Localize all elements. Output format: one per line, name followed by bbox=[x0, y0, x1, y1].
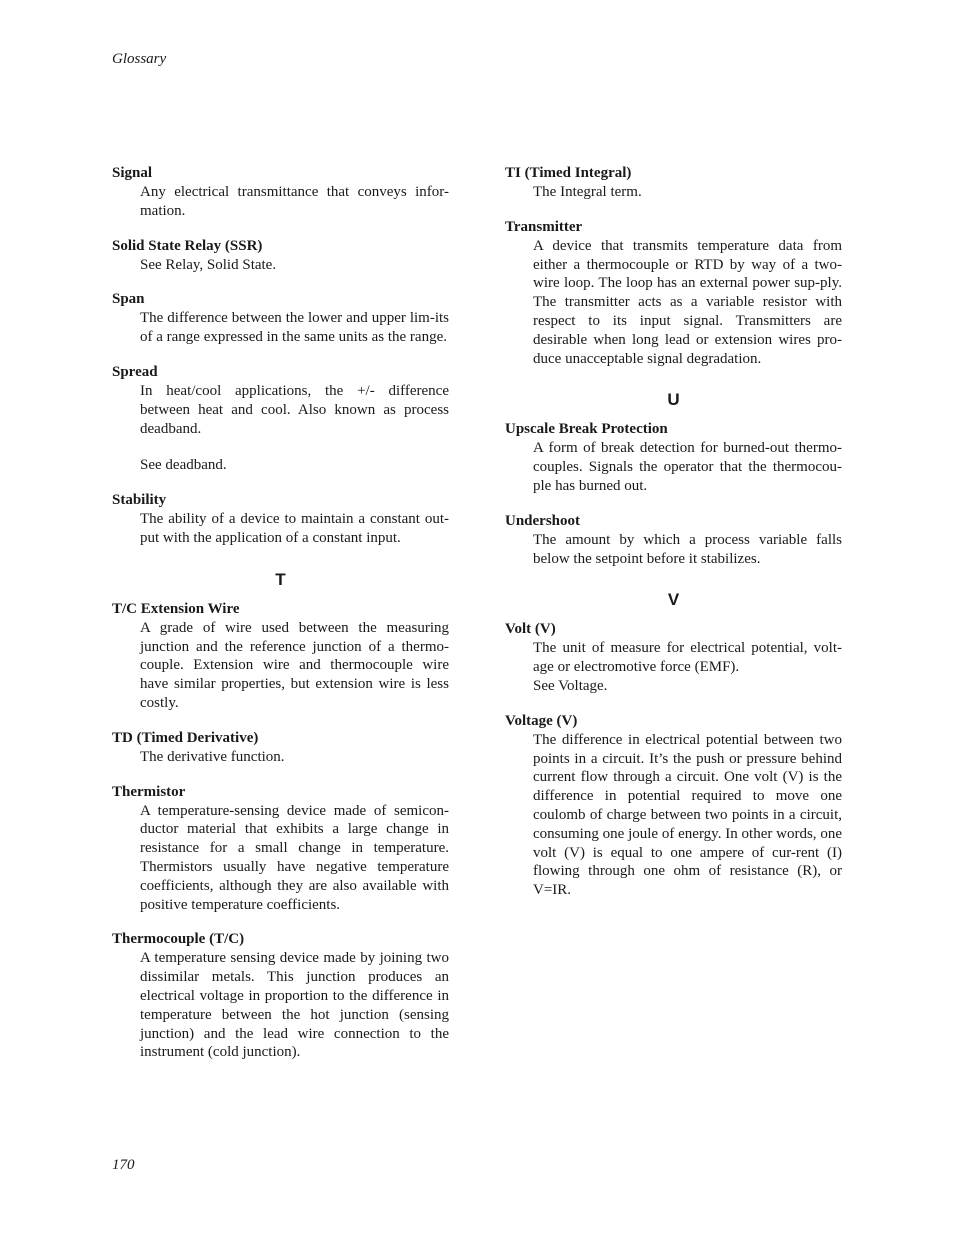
entry-term: Undershoot bbox=[505, 512, 581, 529]
entry-definition bbox=[140, 382, 449, 475]
entry-definition bbox=[533, 439, 842, 495]
definition-text: In heat/cool applications, the +/- difference between heat and cool. Also known as process deadband. bbox=[140, 382, 449, 437]
definition-text: Any electrical transmittance that conveys infor-mation. bbox=[140, 184, 449, 219]
entry-definition bbox=[140, 949, 449, 1062]
entry-term: Solid State Relay (SSR) bbox=[112, 237, 263, 254]
entry-term: TI (Timed Integral) bbox=[505, 165, 632, 181]
section-letter-u: U bbox=[667, 390, 680, 410]
glossary-entry-transmitter bbox=[505, 218, 842, 369]
entry-term: Transmitter bbox=[505, 218, 583, 235]
entry-definition bbox=[140, 619, 449, 713]
glossary-entry-stability bbox=[112, 491, 449, 548]
entry-definition bbox=[533, 531, 842, 569]
glossary-entry-upscale-break-protection bbox=[505, 420, 842, 495]
glossary-entry-span bbox=[112, 290, 449, 347]
entry-definition bbox=[140, 183, 449, 221]
definition-cross-reference: See deadband. bbox=[140, 457, 227, 474]
entry-term: Volt (V) bbox=[505, 621, 556, 638]
entry-term: Thermistor bbox=[112, 783, 186, 800]
entry-definition bbox=[140, 256, 449, 275]
definition-text: The Integral term. bbox=[533, 184, 642, 200]
glossary-entry-tc-extension-wire bbox=[112, 600, 449, 713]
entry-definition bbox=[140, 748, 449, 767]
definition-text: The unit of measure for electrical potential, volt-age or electromotive force (EMF). bbox=[533, 640, 842, 676]
definition-text: The difference in electrical potential between two points in a circuit. It’s the push or pressure behind current flow through a circuit. One volt (V) is the difference in potential required to move one coulomb of charge between two points in a circuit, consuming one joule of energy. In other words, one volt (V) is equal to one ampere of cur-rent (I) flowing through one ohm of resistance (R), or V=IR. bbox=[533, 731, 842, 899]
entry-term: Span bbox=[112, 291, 145, 308]
glossary-entry-voltage bbox=[505, 712, 842, 900]
definition-text: See Relay, Solid State. bbox=[140, 256, 277, 273]
definition-text: The derivative function. bbox=[140, 748, 285, 765]
glossary-entry-ssr bbox=[112, 237, 449, 275]
glossary-entry-undershoot bbox=[505, 512, 842, 569]
left-column bbox=[112, 164, 449, 1078]
glossary-entry-spread bbox=[112, 363, 449, 475]
entry-term: Upscale Break Protection bbox=[505, 421, 668, 438]
entry-definition bbox=[140, 309, 449, 347]
entry-term: Voltage (V) bbox=[505, 712, 578, 729]
glossary-entry-td bbox=[112, 729, 449, 767]
glossary-entry-volt bbox=[505, 620, 842, 695]
section-letter-t: T bbox=[275, 569, 286, 589]
definition-cross-reference: See Voltage. bbox=[533, 677, 608, 694]
entry-term: Signal bbox=[112, 165, 153, 181]
glossary-entry-thermistor bbox=[112, 783, 449, 915]
definition-text: A grade of wire used between the measuring junction and the reference junction of a thermo-couple. Extension wire and thermocouple wire have similar properties, but extension wire is less costly. bbox=[140, 619, 449, 711]
definition-text: The amount by which a process variable falls below the setpoint before it stabilizes. bbox=[533, 531, 842, 567]
page-number: 170 bbox=[112, 1157, 135, 1173]
entry-definition bbox=[533, 731, 842, 900]
entry-definition bbox=[533, 237, 842, 369]
glossary-entry-ti bbox=[505, 164, 842, 202]
entry-definition bbox=[140, 802, 449, 915]
definition-text: A form of break detection for burned-out thermo-couples. Signals the operator that the thermocou-ple has burned out. bbox=[533, 440, 842, 494]
definition-text: A temperature sensing device made by joining two dissimilar metals. This junction produces an electrical voltage in proportion to the difference in temperature between the hot junction (sensing junction) and the lead wire connection to the instrument (cold junction). bbox=[140, 950, 449, 1061]
entry-term: T/C Extension Wire bbox=[112, 600, 240, 617]
right-column bbox=[505, 164, 842, 916]
definition-text: A device that transmits temperature data from either a thermocouple or RTD by way of a two-wire loop. The loop has an external power sup-ply. The transmitter acts as a variable resistor with respect to its input signal. Transmitters are desirable when long lead or extension wires pro-duce unacceptable signal degradation. bbox=[533, 237, 842, 367]
entry-term: Thermocouple (T/C) bbox=[112, 931, 245, 948]
section-letter-v: V bbox=[667, 590, 680, 610]
definition-text: A temperature-sensing device made of semicon-ductor material that exhibits a large change in resistance for a small change in temperature. Thermistors usually have negative temperature coefficients, although they are also available with positive temperature coefficients. bbox=[140, 802, 449, 913]
definition-text: The difference between the lower and upper lim-its of a range expressed in the same units as the range. bbox=[140, 310, 449, 346]
entry-term: Spread bbox=[112, 363, 158, 380]
entry-definition bbox=[140, 510, 449, 548]
entry-term: TD (Timed Derivative) bbox=[112, 729, 259, 746]
definition-text: The ability of a device to maintain a constant out-put with the application of a constant input. bbox=[140, 511, 449, 546]
entry-definition bbox=[533, 183, 842, 202]
glossary-entry-signal bbox=[112, 164, 449, 221]
entry-term: Stability bbox=[112, 492, 167, 509]
glossary-entry-thermocouple bbox=[112, 930, 449, 1062]
running-header: Glossary bbox=[112, 51, 167, 67]
entry-definition bbox=[533, 639, 842, 695]
